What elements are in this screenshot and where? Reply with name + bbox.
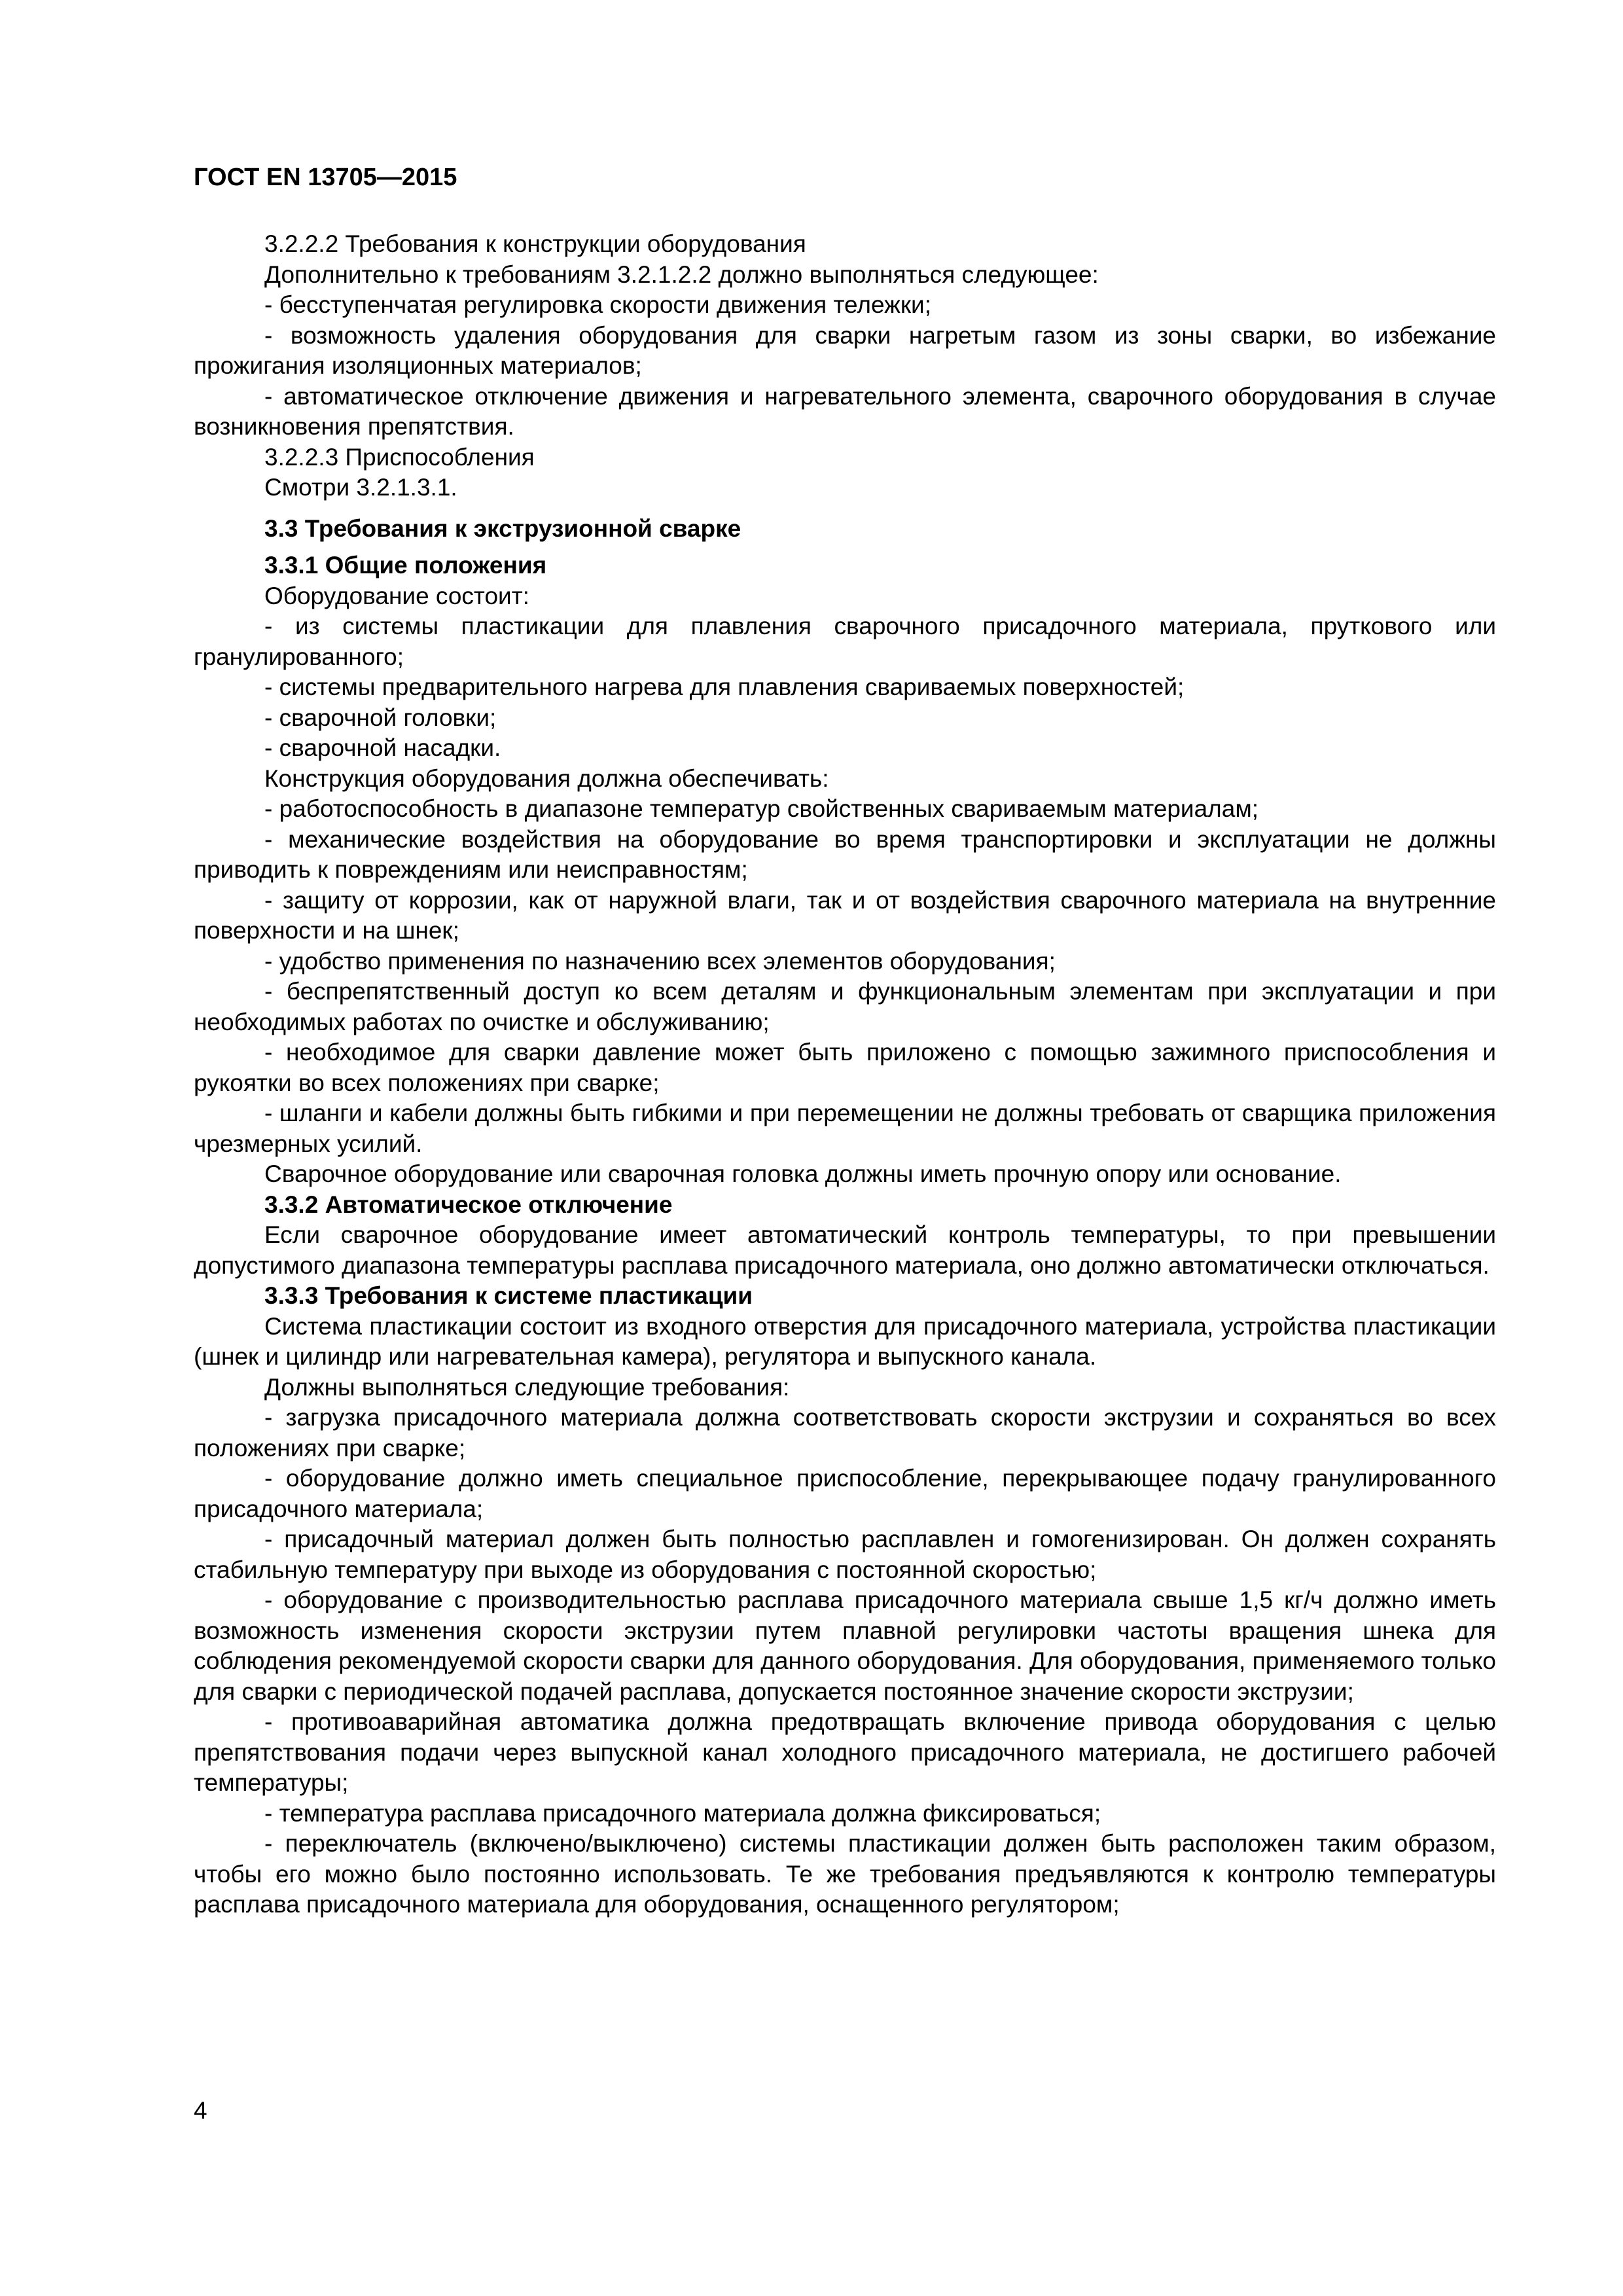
document-body: [194, 229, 1496, 1920]
list-item: - из системы пластикации для плавления сварочного присадочного материала, пруткового или гранулированного;: [194, 613, 1496, 670]
section-heading-3-3-1: 3.3.1 Общие положения: [264, 552, 547, 579]
list-item: - сварочной головки;: [264, 704, 497, 731]
list-item: - бесступенчатая регулировка скорости движения тележки;: [264, 291, 931, 318]
list-item: - сварочной насадки.: [264, 734, 501, 761]
page-number: 4: [194, 2097, 207, 2124]
list-item: - необходимое для сварки давление может быть приложено с помощью зажимного приспособления и рукоятки во всех положениях при сварке;: [194, 1039, 1496, 1096]
section-heading-3-3-2: 3.3.2 Автоматическое отключение: [264, 1191, 673, 1218]
paragraph: Оборудование состоит:: [264, 582, 529, 609]
list-item: - возможность удаления оборудования для сварки нагретым газом из зоны сварки, во избежание прожигания изоляционных материалов;: [194, 321, 1496, 379]
subsection-title-3-2-2-2: 3.2.2.2 Требования к конструкции оборудования: [264, 230, 806, 257]
paragraph: Конструкция оборудования должна обеспечивать:: [264, 764, 829, 792]
page-header-standard-code: ГОСТ EN 13705—2015: [194, 164, 457, 191]
subsection-title-3-2-2-3: 3.2.2.3 Приспособления: [264, 443, 535, 471]
paragraph: Если сварочное оборудование имеет автоматический контроль температуры, то при превышении допустимого диапазона температуры расплава присадочного материала, оно должно автоматически отключаться.: [194, 1221, 1496, 1279]
paragraph: Дополнительно к требованиям 3.2.1.2.2 должно выполняться следующее:: [264, 260, 1099, 288]
list-item: - противоаварийная автоматика должна предотвращать включение привода оборудования с целью препятствования подачи через выпускной канал холодного присадочного материала, не достигшего рабочей температуры;: [194, 1708, 1496, 1796]
paragraph: Смотри 3.2.1.3.1.: [264, 474, 457, 501]
paragraph: Должны выполняться следующие требования:: [264, 1373, 790, 1401]
list-item: - присадочный материал должен быть полностью расплавлен и гомогенизирован. Он должен сохранять стабильную температуру при выходе из оборудования с постоянной скоростью;: [194, 1526, 1496, 1583]
list-item: - оборудование должно иметь специальное приспособление, перекрывающее подачу гранулированного присадочного материала;: [194, 1465, 1496, 1522]
list-item: - температура расплава присадочного материала должна фиксироваться;: [264, 1799, 1101, 1827]
list-item: - загрузка присадочного материала должна соответствовать скорости экструзии и сохраняться во всех положениях при сварке;: [194, 1404, 1496, 1462]
list-item: - защиту от коррозии, как от наружной влаги, так и от воздействия сварочного материала на внутренние поверхности и на шнек;: [194, 886, 1496, 944]
paragraph: Система пластикации состоит из входного отверстия для присадочного материала, устройства пластикации (шнек и цилиндр или нагревательная камера), регулятора и выпускного канала.: [194, 1312, 1496, 1370]
paragraph: Сварочное оборудование или сварочная головка должны иметь прочную опору или основание.: [264, 1160, 1342, 1187]
section-heading-3-3-3: 3.3.3 Требования к системе пластикации: [264, 1282, 753, 1309]
list-item: - работоспособность в диапазоне температур свойственных свариваемым материалам;: [264, 795, 1259, 822]
list-item: - оборудование с производительностью расплава присадочного материала свыше 1,5 кг/ч должно иметь возможность изменения скорости экструзии путем плавной регулировки частоты вращения шнека для соблюдения рекомендуемой скорости сварки для данного оборудования. Для оборудования, применяемого только для сварки с периодической подачей расплава, допускается постоянное значение скорости экструзии;: [194, 1587, 1496, 1705]
list-item: - беспрепятственный доступ ко всем деталям и функциональным элементам при эксплуатации и при необходимых работах по очистке и обслуживанию;: [194, 978, 1496, 1035]
list-item: - шланги и кабели должны быть гибкими и при перемещении не должны требовать от сварщика приложения чрезмерных усилий.: [194, 1100, 1496, 1157]
list-item: - автоматическое отключение движения и нагревательного элемента, сварочного оборудования в случае возникновения препятствия.: [194, 382, 1496, 440]
list-item: - механические воздействия на оборудование во время транспортировки и эксплуатации не должны приводить к повреждениям или неисправностям;: [194, 825, 1496, 883]
list-item: - удобство применения по назначению всех элементов оборудования;: [264, 947, 1056, 975]
list-item: - системы предварительного нагрева для плавления свариваемых поверхностей;: [264, 673, 1185, 700]
list-item: - переключатель (включено/выключено) системы пластикации должен быть расположен таким образом, чтобы его можно было постоянно использовать. Те же требования предъявляются к контролю температуры расплава присадочного материала для оборудования, оснащенного регулятором;: [194, 1830, 1496, 1918]
section-heading-3-3: 3.3 Требования к экструзионной сварке: [264, 514, 741, 542]
